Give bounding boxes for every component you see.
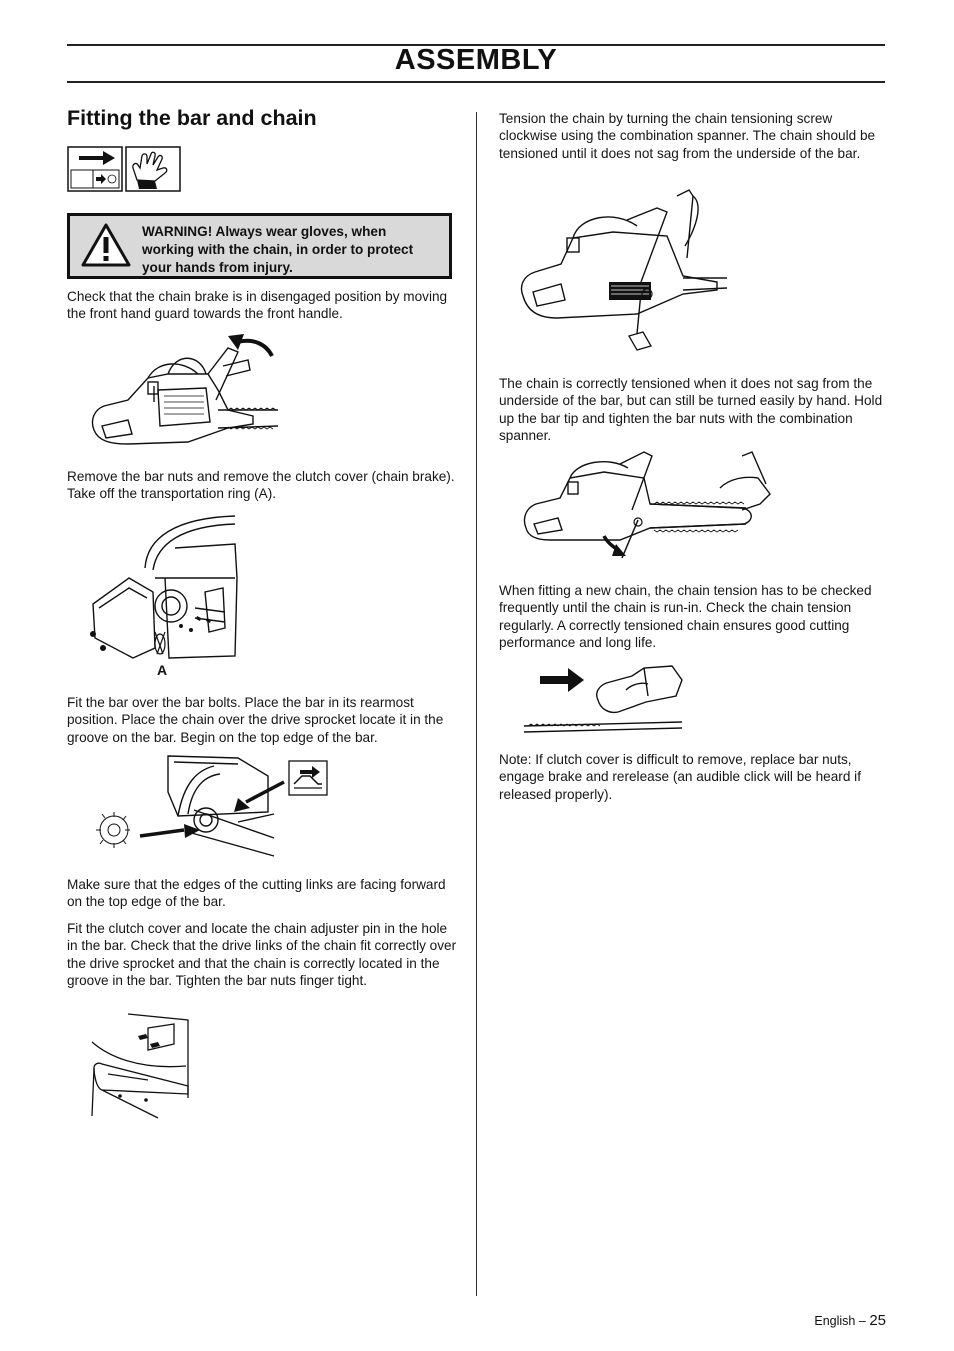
paragraph-cutting-links: Make sure that the edges of the cutting links are facing forward on the top edge of the bar. <box>67 877 446 910</box>
paragraph-correct-tension: The chain is correctly tensioned when it does not sag from the underside of the bar, but can still be turned easily by hand. Hold up the bar tip and tighten the bar nuts with the combination spanner. <box>499 376 883 444</box>
paragraph-fit-bar: Fit the bar over the bar bolts. Place the bar in its rearmost position. Place the chain over the drive sprocket locate it in the groove on the bar. Begin on the top edge of the bar. <box>67 695 444 745</box>
bar-tip-tighten-illustration <box>520 448 775 568</box>
section-title: Fitting the bar and chain <box>67 106 317 130</box>
check-chain-tension-illustration <box>522 660 687 738</box>
page-number: 25 <box>869 1312 886 1329</box>
chain-adjuster-pin-illustration <box>88 1012 198 1122</box>
page-title: ASSEMBLY <box>394 44 558 76</box>
column-divider <box>476 112 477 1296</box>
warning-box <box>67 213 452 279</box>
manual-arrow-icon <box>67 146 123 192</box>
clutch-cover-removal-illustration <box>85 508 245 678</box>
figure-label-a: A <box>157 662 168 678</box>
chainsaw-hand-guard-illustration <box>88 330 278 452</box>
paragraph-note: Note: If clutch cover is difficult to remove, replace bar nuts, engage brake and rerelease (an audible click will be heard if released properly). <box>499 752 861 802</box>
footer-language: English <box>814 1314 856 1328</box>
glove-icon <box>125 146 181 192</box>
paragraph-remove-bar-nuts: Remove the bar nuts and remove the clutch cover (chain brake). Take off the transportation ring (A). <box>67 469 455 502</box>
tension-screw-illustration <box>517 186 727 356</box>
warning-triangle-icon <box>80 222 132 268</box>
paragraph-new-chain: When fitting a new chain, the chain tension has to be checked frequently until the chain is run-in. Check the chain tension regularly. A correctly tensioned chain ensures good cutting performance and long life. <box>499 583 872 651</box>
warning-text: WARNING! Always wear gloves, when working with the chain, in order to protect your hands from injury. <box>142 224 414 275</box>
chain-link-icon <box>288 760 328 796</box>
page-footer <box>814 1312 886 1329</box>
paragraph-tension-chain: Tension the chain by turning the chain tensioning screw clockwise using the combination spanner. The chain should be tensioned until it does not sag from the underside of the bar. <box>499 111 876 161</box>
paragraph-chain-brake: Check that the chain brake is in disengaged position by moving the front hand guard towards the front handle. <box>67 289 448 322</box>
footer-dash: – <box>858 1314 866 1328</box>
header-bottom-rule <box>67 81 885 83</box>
paragraph-fit-clutch-cover: Fit the clutch cover and locate the chain adjuster pin in the hole in the bar. Check that the drive links of the chain fit correctly over the drive sprocket and that the chain is correctly located in the groove in the bar. Tighten the bar nuts finger tight. <box>67 921 457 989</box>
